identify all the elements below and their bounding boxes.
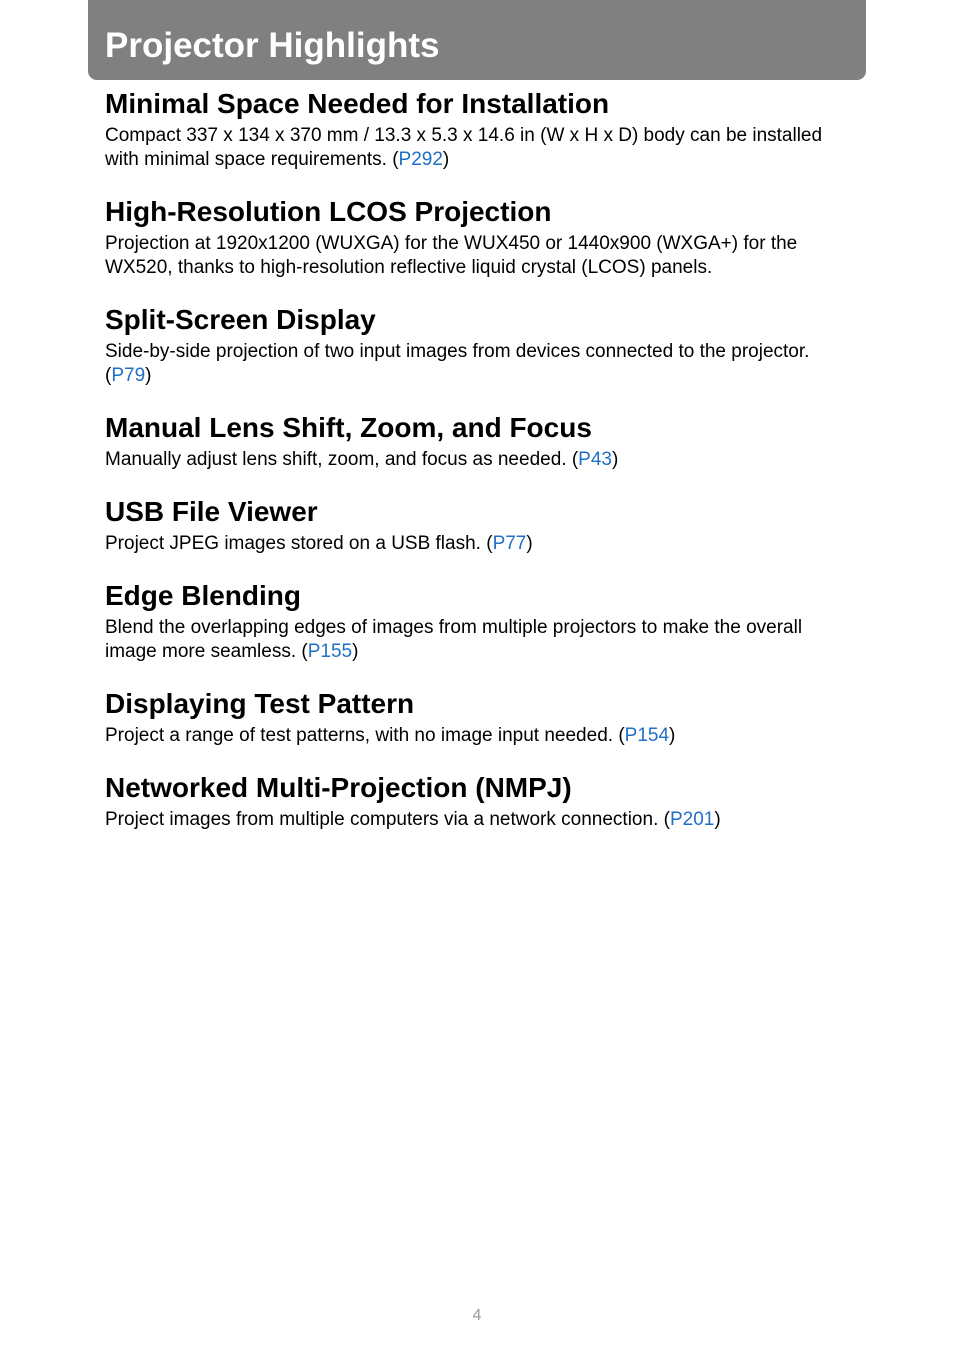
description-text: Project images from multiple computers via a network connection. ( <box>105 809 670 830</box>
section-heading: Displaying Test Pattern <box>105 688 415 719</box>
section-manual-lens <box>105 410 865 472</box>
description-close: ) <box>145 365 152 386</box>
title-bar <box>88 0 866 80</box>
page-link-p154[interactable]: P154 <box>624 725 670 746</box>
section-description <box>105 340 853 388</box>
page-link-p79[interactable]: P79 <box>111 365 146 386</box>
description-text: Manually adjust lens shift, zoom, and focus as needed. ( <box>105 449 579 470</box>
page-link-p77[interactable]: P77 <box>492 533 527 554</box>
section-heading: High-Resolution LCOS Projection <box>105 196 552 227</box>
section-nmpj <box>105 770 865 832</box>
page-link-p43[interactable]: P43 <box>578 449 612 470</box>
section-description <box>105 724 853 748</box>
description-text: Project a range of test patterns, with no image input needed. ( <box>105 725 625 746</box>
section-description <box>105 808 853 832</box>
description-close: ) <box>352 641 359 662</box>
section-description <box>105 532 853 556</box>
description-text: Blend the overlapping edges of images from multiple projectors to make the overall image more seamless. ( <box>105 617 803 662</box>
description-close: ) <box>526 533 533 554</box>
description-close: ) <box>714 809 721 830</box>
section-heading: Minimal Space Needed for Installation <box>105 88 610 119</box>
description-close: ) <box>442 149 450 170</box>
section-heading: Edge Blending <box>105 580 301 611</box>
description-text: Compact 337 x 134 x 370 mm / 13.3 x 5.3 x 14.6 in (W x H x D) body can be installed with minimal space requirements. ( <box>105 125 823 170</box>
section-description <box>105 232 853 280</box>
section-heading: Split-Screen Display <box>105 304 376 335</box>
section-heading: USB File Viewer <box>105 496 318 527</box>
description-close: ) <box>669 725 676 746</box>
section-split-screen <box>105 302 865 388</box>
highlights-content <box>105 86 865 854</box>
section-heading: Manual Lens Shift, Zoom, and Focus <box>105 412 592 443</box>
section-high-resolution <box>105 194 865 280</box>
section-edge-blending <box>105 578 865 664</box>
page-link-p155[interactable]: P155 <box>307 641 353 662</box>
section-description <box>105 616 853 664</box>
section-description <box>105 124 853 172</box>
section-heading: Networked Multi-Projection (NMPJ) <box>105 772 572 803</box>
page-title: Projector Highlights <box>105 26 440 65</box>
section-minimal-space <box>105 86 865 172</box>
section-test-pattern <box>105 686 865 748</box>
page-link-p201[interactable]: P201 <box>669 809 715 830</box>
description-text: Projection at 1920x1200 (WUXGA) for the WUX450 or 1440x900 (WXGA+) for the WX520, thanks to high-resolution reflective liquid crystal (LCOS) panels. <box>105 233 798 278</box>
section-usb-viewer <box>105 494 865 556</box>
description-text: Project JPEG images stored on a USB flash. ( <box>105 533 493 554</box>
page-number: 4 <box>472 1307 482 1324</box>
section-description <box>105 448 853 472</box>
description-text: Side-by-side projection of two input images from devices connected to the projector. ( <box>105 341 810 386</box>
description-close: ) <box>611 449 619 470</box>
page-link-p292[interactable]: P292 <box>398 149 443 170</box>
